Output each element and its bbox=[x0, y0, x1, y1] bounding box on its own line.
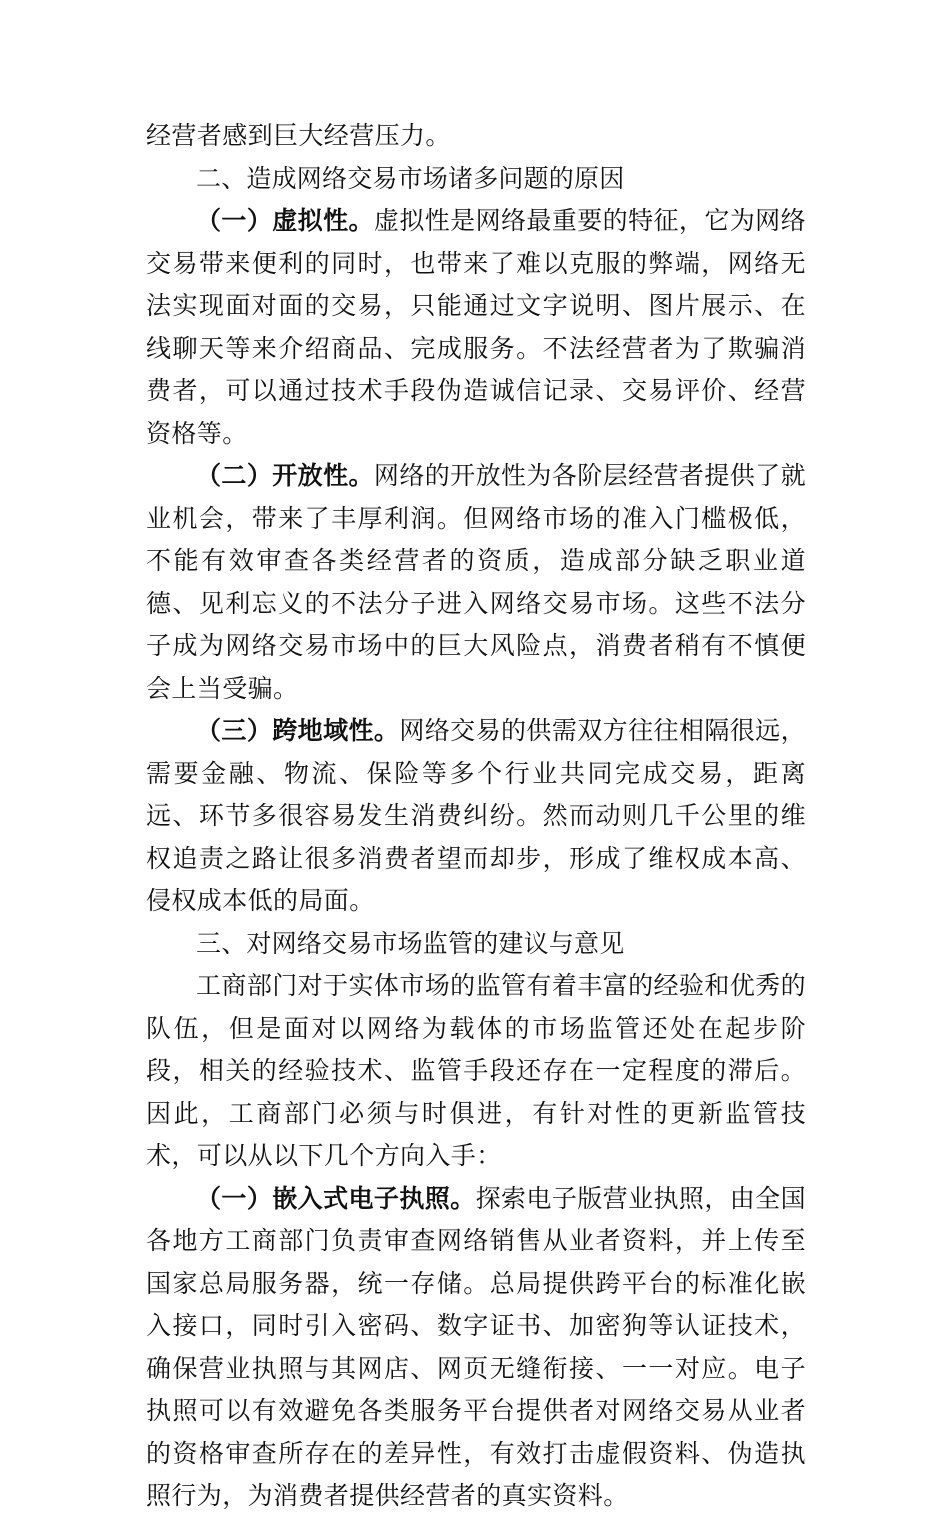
paragraph-lead-cross-region: （三）跨地域性。 bbox=[196, 716, 400, 745]
paragraph-virtuality bbox=[146, 200, 806, 455]
paragraph-text-openness: 网络的开放性为各阶层经营者提供了就业机会，带来了丰厚利润。但网络市场的准入门槛极低，不能有效审查各类经营者的资质，造成部分缺乏职业道德、见利忘义的不法分子进入网络交易市场。这些不法分子成为网络交易市场中的巨大风险点，消费者稍有不慎便会上当受骗。 bbox=[146, 461, 806, 703]
document-body bbox=[146, 115, 806, 1518]
paragraph-text-electronic-license: 探索电子版营业执照，由全国各地方工商部门负责审查网络销售从业者资料，并上传至国家总局服务器，统一存储。总局提供跨平台的标准化嵌入接口，同时引入密码、数字证书、加密狗等认证技术，确保营业执照与其网店、网页无缝衔接、一一对应。电子执照可以有效避免各类服务平台提供者对网络交易从业者的资格审查所存在的差异性，有效打击虚假资料、伪造执照行为，为消费者提供经营者的真实资料。 bbox=[146, 1183, 806, 1510]
paragraph-lead-openness: （二）开放性。 bbox=[196, 461, 374, 490]
paragraph-lead-electronic-license: （一）嵌入式电子执照。 bbox=[196, 1183, 476, 1213]
paragraph-electronic-license bbox=[146, 1178, 806, 1518]
paragraph-text-cross-region: 网络交易的供需双方往往相隔很远，需要金融、物流、保险等多个行业共同完成交易，距离远、环节多很容易发生消费纠纷。然而动则几千公里的维权追责之路让很多消费者望而却步，形成了维权成本高、侵权成本低的局面。 bbox=[146, 716, 806, 915]
paragraph-regulation-intro: 工商部门对于实体市场的监管有着丰富的经验和优秀的队伍，但是面对以网络为载体的市场监管还处在起步阶段，相关的经验技术、监管手段还存在一定程度的滞后。因此，工商部门必须与时俱进，有针对性的更新监管技术，可以从以下几个方向入手： bbox=[146, 971, 806, 1170]
section-2-heading: 二、造成网络交易市场诸多问题的原因 bbox=[196, 163, 625, 193]
paragraph-cross-region bbox=[146, 710, 806, 923]
continuation-paragraph: 经营者感到巨大经营压力。 bbox=[146, 121, 451, 150]
paragraph-text-virtuality: 虚拟性是网络最重要的特征，它为网络交易带来便利的同时，也带来了难以克服的弊端，网络无法实现面对面的交易，只能通过文字说明、图片展示、在线聊天等来介绍商品、完成服务。不法经营者为了欺骗消费者，可以通过技术手段伪造诚信记录、交易评价、经营资格等。 bbox=[146, 206, 806, 448]
paragraph-openness bbox=[146, 455, 806, 710]
section-3-heading: 三、对网络交易市场监管的建议与意见 bbox=[196, 928, 625, 958]
paragraph-lead-virtuality: （一）虚拟性。 bbox=[196, 206, 374, 235]
